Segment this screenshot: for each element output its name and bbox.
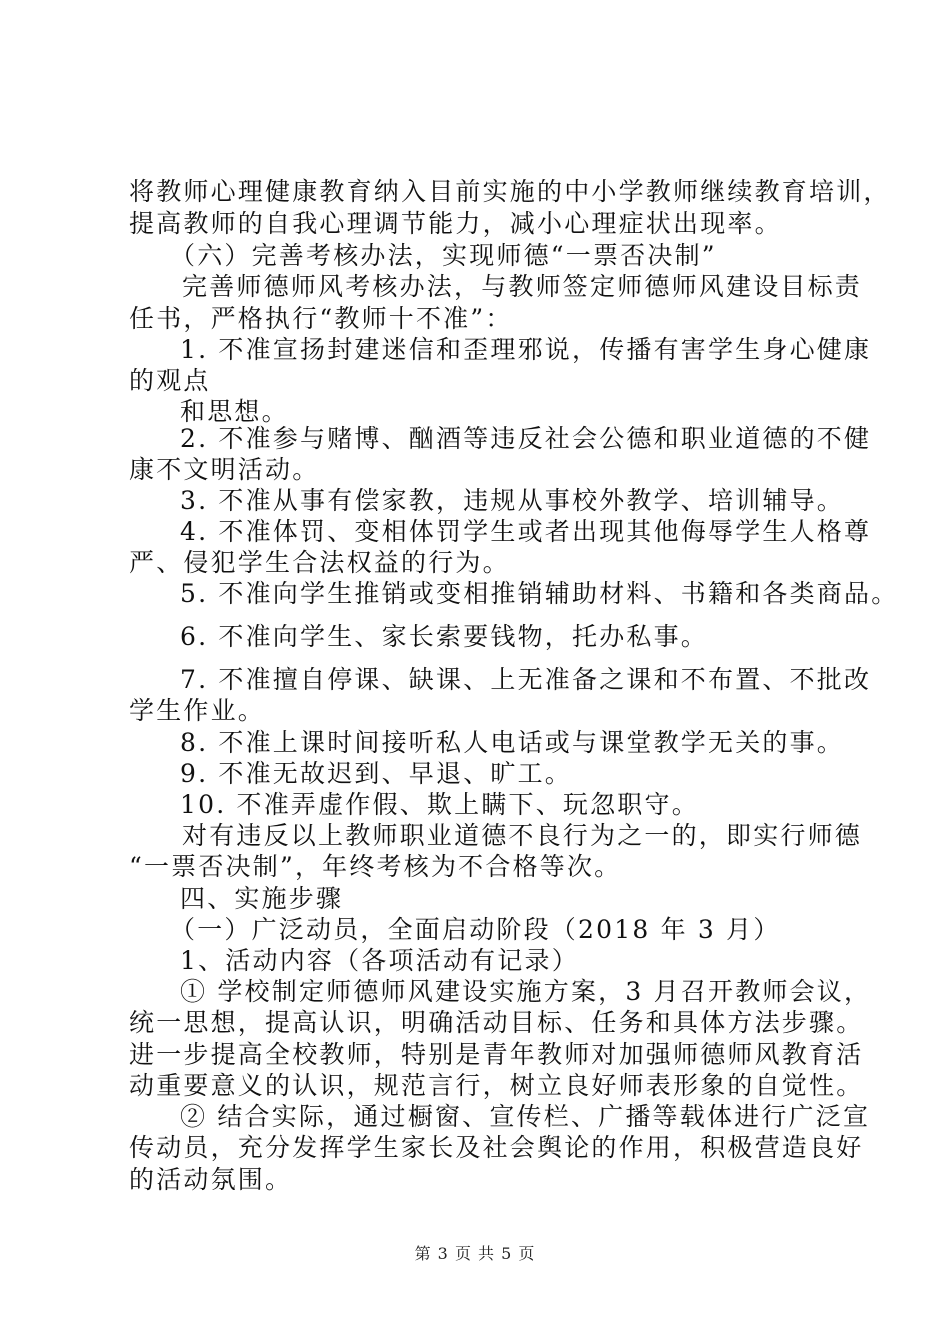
text-line: 对有违反以上教师职业道德不良行为之一的，即实行师德: [182, 821, 863, 850]
list-item: 9. 不准无故迟到、早退、旷工。: [180, 759, 573, 788]
list-item: 1. 不准宣扬封建迷信和歪理邪说，传播有害学生身心健康: [180, 335, 872, 364]
text-line: 提高教师的自我心理调节能力，减小心理症状出现率。: [129, 209, 782, 238]
list-item: 3. 不准从事有偿家教，违规从事校外教学、培训辅导。: [180, 486, 845, 515]
section-heading: 四、实施步骤: [180, 884, 344, 913]
list-item: 2. 不准参与赌博、酗酒等违反社会公德和职业道德的不健: [180, 424, 872, 453]
text-line: 动重要意义的认识，规范言行，树立良好师表形象的自觉性。: [129, 1071, 864, 1100]
text-line: 完善师德师风考核办法，与教师签定师德师风建设目标责: [182, 272, 863, 301]
text-line: 统一思想，提高认识，明确活动目标、任务和具体方法步骤。: [129, 1008, 864, 1037]
list-item: 4. 不准体罚、变相体罚学生或者出现其他侮辱学生人格尊: [180, 517, 872, 546]
section-heading: 1、活动内容（各项活动有记录）: [180, 946, 579, 975]
text-line: 的观点: [129, 366, 211, 395]
page-number-footer: 第 3 页 共 5 页: [414, 1244, 536, 1263]
section-heading: （一）广泛动员，全面启动阶段（2018 年 3 月）: [170, 915, 781, 944]
text-line: 任书，严格执行“教师十不准”：: [129, 304, 513, 333]
list-item: 8. 不准上课时间接听私人电话或与课堂教学无关的事。: [180, 728, 845, 757]
text-line: ① 学校制定师德师风建设实施方案，3 月召开教师会议，: [180, 977, 872, 1006]
list-item: 6. 不准向学生、家长索要钱物，托办私事。: [180, 622, 709, 651]
text-line: 将教师心理健康教育纳入目前实施的中小学教师继续教育培训，: [129, 177, 891, 206]
section-heading: （六）完善考核办法，实现师德“一票否决制”: [170, 241, 717, 270]
list-item: 5. 不准向学生推销或变相推销辅助材料、书籍和各类商品。: [180, 579, 899, 608]
text-line: 学生作业。: [129, 696, 266, 725]
text-line: “一票否决制”，年终考核为不合格等次。: [129, 852, 622, 881]
text-line: 和思想。: [180, 397, 289, 426]
list-item: 7. 不准擅自停课、缺课、上无准备之课和不布置、不批改: [180, 665, 872, 694]
text-line: ② 结合实际，通过橱窗、宣传栏、广播等载体进行广泛宣: [180, 1102, 871, 1131]
text-line: 传动员，充分发挥学生家长及社会舆论的作用，积极营造良好: [129, 1133, 864, 1162]
text-line: 康不文明活动。: [129, 455, 320, 484]
list-item: 10. 不准弄虚作假、欺上瞒下、玩忽职守。: [180, 790, 699, 819]
text-line: 的活动氛围。: [129, 1165, 293, 1194]
text-line: 严、侵犯学生合法权益的行为。: [129, 548, 510, 577]
text-line: 进一步提高全校教师，特别是青年教师对加强师德师风教育活: [129, 1040, 864, 1069]
